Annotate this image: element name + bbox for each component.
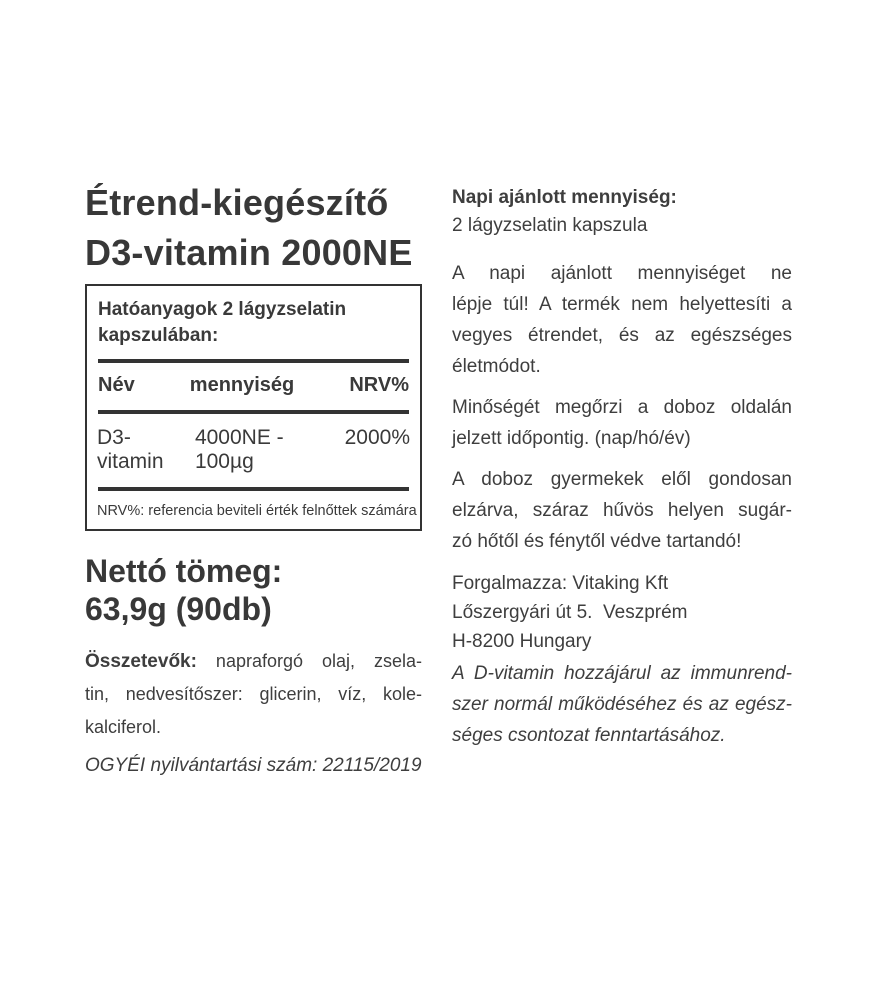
storage-paragraph <box>452 464 792 557</box>
product-title <box>85 178 422 278</box>
advisory-line: A napi ajánlott mennyiséget ne <box>452 263 792 284</box>
storage-line: A doboz gyermekek elől gondosan <box>452 469 792 490</box>
table-separator <box>98 359 409 363</box>
net-weight-value: 63,9g (90db) <box>85 591 272 627</box>
health-claim-paragraph <box>452 658 792 751</box>
registration-number: OGYÉI nyilvántartási szám: 22115/2019 <box>85 755 422 776</box>
daily-dose-block <box>452 184 792 240</box>
label-right-column <box>452 184 792 751</box>
advisory-line: életmódot. <box>452 356 541 377</box>
table-separator <box>98 487 409 491</box>
table-column-headers <box>97 373 410 400</box>
daily-dose-value: 2 lágyzselatin kapszula <box>452 215 648 236</box>
daily-dose-label: Napi ajánlott mennyiség: <box>452 187 677 208</box>
ingredients-paragraph <box>85 645 422 744</box>
distributor-line: Forgalmazza: Vitaking Kft <box>452 573 669 594</box>
distributor-block <box>452 569 792 656</box>
ingredients-label: Összetevők: <box>85 651 197 672</box>
table-title: Hatóanyagok 2 lágyzselatin kapszulában: <box>98 299 347 346</box>
nrv-footnote: NRV%: referencia beviteli érték felnőttek számára <box>97 503 417 519</box>
column-header-nrv: NRV% <box>349 374 409 396</box>
advisory-line: lépje túl! A termék nem helyettesíti a <box>452 294 792 315</box>
product-title-line2: D3-vitamin 2000NE <box>85 232 413 273</box>
advisory-line: vegyes étrendet, és az egészséges <box>452 325 792 346</box>
net-weight-label: Nettó tömeg: <box>85 553 283 589</box>
quality-paragraph <box>452 392 792 454</box>
ingredient-nrv: 2000% <box>344 426 410 449</box>
ingredients-line3: kalciferol. <box>85 717 162 737</box>
ingredient-name: D3-vitamin <box>97 426 164 473</box>
ingredients-line1-rest: napraforgó olaj, zsela- <box>196 651 422 671</box>
column-header-amount: mennyiség <box>189 374 295 396</box>
label-left-column <box>85 178 422 779</box>
net-weight <box>85 552 422 628</box>
health-claim-line: A D-vitamin hozzájárul az immunrend- <box>452 663 792 684</box>
ingredients-line2: tin, nedvesítőszer: glicerin, víz, kole- <box>85 684 422 704</box>
table-separator <box>98 410 409 414</box>
quality-line: jelzett időpontig. (nap/hó/év) <box>452 428 691 449</box>
column-header-name: Név <box>98 374 135 396</box>
storage-line: zó hőtől és fénytől védve tartandó! <box>452 531 742 552</box>
quality-line: Minőségét megőrzi a doboz oldalán <box>452 397 792 418</box>
health-claim-line: szer normál működéséhez és az egész- <box>452 694 792 715</box>
storage-line: elzárva, száraz hűvös helyen sugár- <box>452 500 792 521</box>
ingredient-amount: 4000NE - 100µg <box>194 426 284 473</box>
ingredients-line1 <box>85 645 422 678</box>
distributor-line: Lőszergyári út 5. Veszprém <box>452 602 688 623</box>
product-title-line1: Étrend-kiegészítő <box>85 182 389 223</box>
health-claim-line: séges csontozat fenntartásához. <box>452 725 726 746</box>
supplement-facts-table <box>85 284 422 531</box>
advisory-paragraph <box>452 258 792 382</box>
distributor-line: H-8200 Hungary <box>452 631 592 652</box>
table-row <box>97 424 410 477</box>
